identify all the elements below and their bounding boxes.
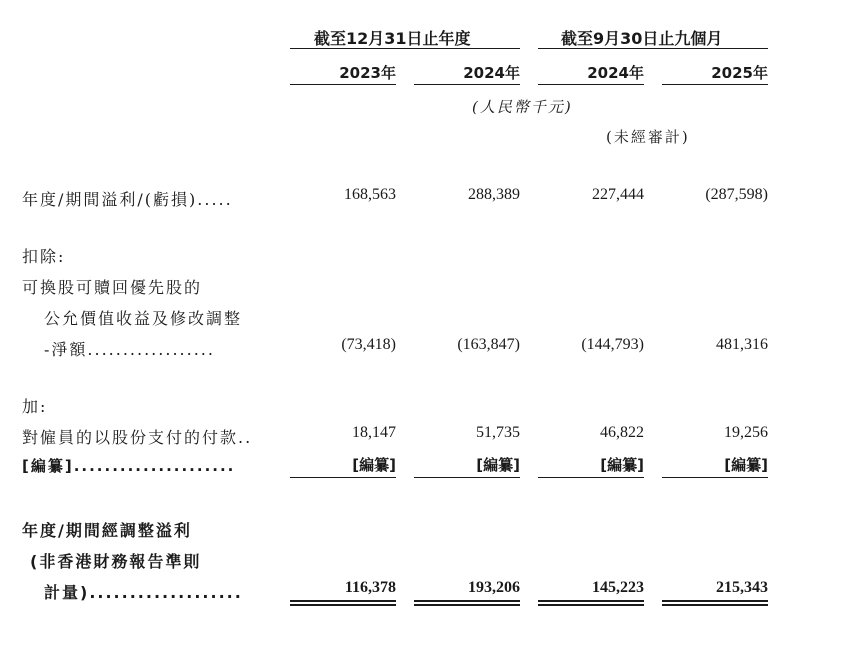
row-adjusted-value-col2: 193,206 bbox=[468, 579, 520, 596]
year-header-col3: 2024年 bbox=[587, 64, 644, 82]
row-adjusted-label-line3: 計量)................... bbox=[44, 583, 243, 602]
row-share-payment-value-col1: 18,147 bbox=[352, 424, 396, 441]
row-fair-value-label-line3: -淨額.................. bbox=[44, 340, 215, 359]
row-redacted-value-col4: [編纂] bbox=[724, 456, 768, 474]
year-rule-col1 bbox=[290, 84, 396, 85]
row-adjusted-label-line2: (非香港財務報告準則 bbox=[30, 552, 202, 571]
total-double-rule-col2 bbox=[414, 600, 520, 606]
row-adjusted-label-line1: 年度/期間經調整溢利 bbox=[22, 521, 192, 540]
row-fair-value-value-col3: (144,793) bbox=[581, 336, 644, 353]
row-profit-value-col1: 168,563 bbox=[344, 186, 396, 203]
row-fair-value-value-col4: 481,316 bbox=[716, 336, 768, 353]
row-profit-value-col4: (287,598) bbox=[705, 186, 768, 203]
subtotal-rule-col4 bbox=[662, 477, 768, 478]
total-double-rule-col1 bbox=[290, 600, 396, 606]
row-profit-value-col3: 227,444 bbox=[592, 186, 644, 203]
subtotal-rule-col3 bbox=[538, 477, 644, 478]
year-rule-col4 bbox=[662, 84, 768, 85]
row-fair-value-label-line1: 可換股可贖回優先股的 bbox=[22, 278, 203, 297]
header-group-nine-months-rule bbox=[538, 48, 768, 49]
row-share-payment-value-col4: 19,256 bbox=[724, 424, 768, 441]
row-redacted-label: [編纂]..................... bbox=[22, 457, 236, 475]
deduct-heading: 扣除: bbox=[22, 247, 66, 266]
row-profit-value-col2: 288,389 bbox=[468, 186, 520, 203]
row-share-payment-value-col2: 51,735 bbox=[476, 424, 520, 441]
row-fair-value-label-line2: 公允價值收益及修改調整 bbox=[44, 309, 243, 328]
year-header-col2: 2024年 bbox=[463, 64, 520, 82]
unit-label: (人民幣千元) bbox=[472, 98, 573, 116]
row-fair-value-value-col2: (163,847) bbox=[457, 336, 520, 353]
year-rule-col2 bbox=[414, 84, 520, 85]
header-group-year-ended-rule bbox=[290, 48, 520, 49]
row-share-payment-value-col3: 46,822 bbox=[600, 424, 644, 441]
header-group-year-ended: 截至12月31日止年度 bbox=[314, 29, 471, 48]
total-double-rule-col4 bbox=[662, 600, 768, 606]
subtotal-rule-col1 bbox=[290, 477, 396, 478]
row-redacted-value-col3: [編纂] bbox=[600, 456, 644, 474]
unaudited-label: (未經審計) bbox=[606, 128, 690, 146]
row-adjusted-value-col3: 145,223 bbox=[592, 579, 644, 596]
add-heading: 加: bbox=[22, 397, 48, 416]
row-redacted-value-col1: [編纂] bbox=[352, 456, 396, 474]
row-adjusted-value-col1: 116,378 bbox=[344, 579, 396, 596]
row-share-payment-label: 對僱員的以股份支付的付款.. bbox=[22, 428, 253, 447]
row-adjusted-value-col4: 215,343 bbox=[716, 579, 768, 596]
year-header-col4: 2025年 bbox=[711, 64, 768, 82]
header-group-nine-months: 截至9月30日止九個月 bbox=[561, 29, 723, 48]
subtotal-rule-col2 bbox=[414, 477, 520, 478]
row-profit-label: 年度/期間溢利/(虧損)..... bbox=[22, 190, 233, 209]
row-redacted-value-col2: [編纂] bbox=[476, 456, 520, 474]
row-fair-value-value-col1: (73,418) bbox=[341, 336, 396, 353]
year-header-col1: 2023年 bbox=[339, 64, 396, 82]
total-double-rule-col3 bbox=[538, 600, 644, 606]
year-rule-col3 bbox=[538, 84, 644, 85]
